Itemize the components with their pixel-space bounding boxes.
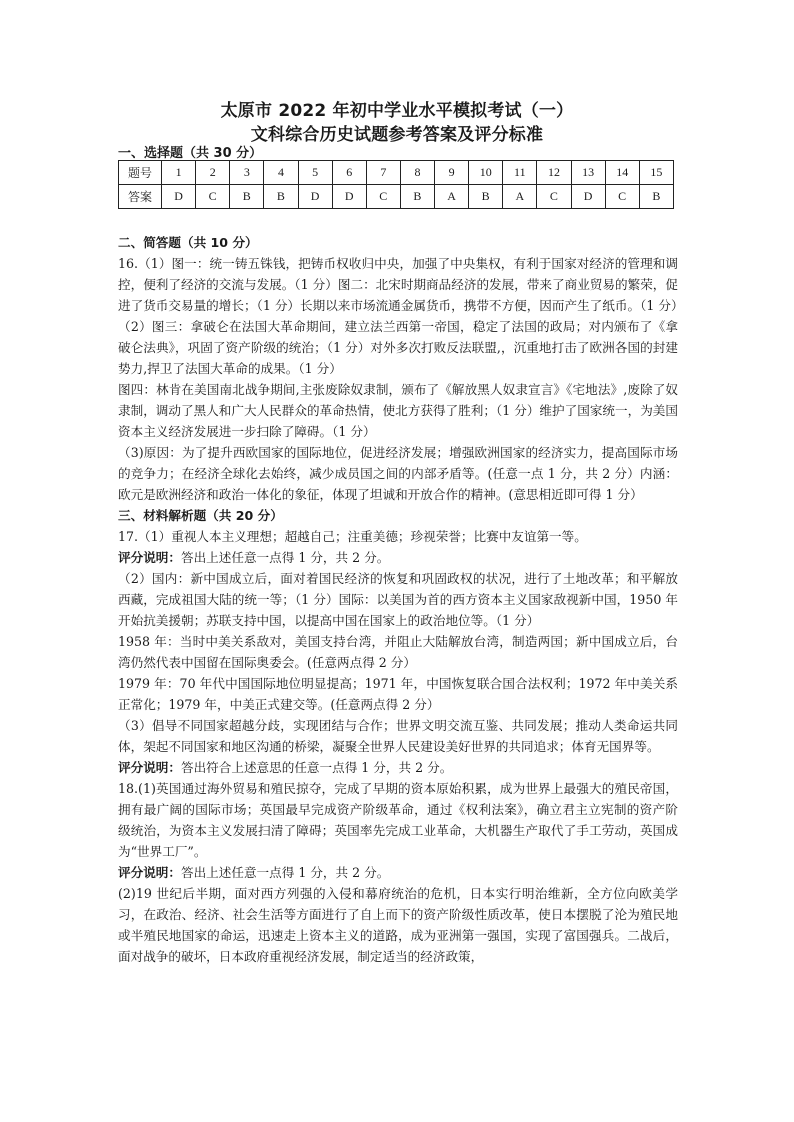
- answer-paragraph: （3)原因：为了提升西欧国家的国际地位，促进经济发展；增强欧洲国家的经济实力，提高国际市场的竞争力；在经济全球化去始终，减少成员国之间的内部矛盾等。(任意一点 1 分，共 2 分）内涵：欧元是欧洲经济和政治一体化的象征，体现了坦诚和开放合作的精神。(意思相近即可得 1 分）: [118, 445, 678, 502]
- answer-row: [119, 185, 674, 209]
- scoring-note: [118, 757, 678, 778]
- question-number-cell: 8: [400, 161, 434, 185]
- question-number-cell: 11: [503, 161, 537, 185]
- section-heading: 二、简答题（共 10 分）: [118, 235, 258, 250]
- scoring-note: [118, 862, 678, 883]
- answer-paragraph: （2）国内：新中国成立后，面对着国民经济的恢复和巩固政权的状况，进行了土地改革；和平解放西藏，完成祖国大陆的统一等；（1 分）国际：以美国为首的西方资本主义国家敌视新中国，1950 年开始抗美援朝；苏联支持中国，以提高中国在国家上的政治地位等。（1 分）: [118, 571, 678, 628]
- answer-paragraph: 18.(1)英国通过海外贸易和殖民掠夺，完成了早期的资本原始积累，成为世界上最强大的殖民帝国，拥有最广阔的国际市场；英国最早完成资产阶级革命，通过《权利法案》，确立君主立宪制的资产阶级统治，为资本主义发展扫清了障碍；英国率先完成工业革命，大机器生产取代了手工劳动，英国成为“世界工厂”。: [118, 781, 678, 859]
- question-number-cell: 1: [162, 161, 196, 185]
- question-number-cell: 15: [639, 161, 673, 185]
- question-number-cell: 13: [571, 161, 605, 185]
- answer-cell: C: [605, 185, 639, 209]
- question-number-cell: 3: [230, 161, 264, 185]
- answer-paragraph: （3）倡导不同国家超越分歧，实现团结与合作；世界文明交流互鉴、共同发展；推动人类命运共同体，架起不同国家和地区沟通的桥梁，凝聚全世界人民建设美好世界的共同追求；体育无国界等。: [118, 718, 678, 754]
- question-number-cell: 12: [537, 161, 571, 185]
- scoring-note-label: 评分说明：: [118, 760, 181, 775]
- question-number-cell: 6: [332, 161, 366, 185]
- answer-paragraph: 1979 年：70 年代中国国际地位明显提高；1971 年，中国恢复联合国合法权利；1972 年中美关系正常化；1979 年，中美正式建交等。(任意两点得 2 分）: [118, 676, 678, 712]
- answer-cell: A: [435, 185, 469, 209]
- question-number-cell: 14: [605, 161, 639, 185]
- answer-paragraph: 图四：林肯在美国南北战争期间,主张废除奴隶制，颁布了《解放黑人奴隶宣言》《宅地法》,废除了奴隶制，调动了黑人和广大人民群众的革命热情，使北方获得了胜利；（1 分）维护了国家统一，为美国资本主义经济发展进一步扫除了障碍。（1 分）: [118, 382, 678, 439]
- answer-cell: D: [332, 185, 366, 209]
- answer-paragraph: 17.（1）重视人本主义理想；超越自己；注重美德；珍视荣誉；比赛中友谊第一等。: [118, 529, 587, 544]
- question-number-cell: 10: [469, 161, 503, 185]
- scoring-note-text: 答出上述任意一点得 1 分，共 2 分。: [180, 550, 390, 565]
- question-number-cell: 4: [264, 161, 298, 185]
- scoring-note-text: 答出上述任意一点得 1 分，共 2 分。: [180, 865, 390, 880]
- answer-paragraph: 16.（1）图一：统一铸五铢钱，把铸币权收归中央，加强了中央集权，有利于国家对经济的管理和调控，便利了经济的交流与发展。（1 分）图二：北宋时期商品经济的发展，带来了商业贸易的繁荣，促进了货币交易量的增长；（1 分）长期以来市场流通金属货币，携带不方便，因而产生了纸币。（1 分）: [118, 256, 684, 313]
- answer-paragraph: (2)19 世纪后半期，面对西方列强的入侵和幕府统治的危机，日本实行明治维新，全方位向欧美学习，在政治、经济、社会生活等方面进行了自上而下的资产阶级性质改革，使日本摆脱了沦为殖民地或半殖民地国家的命运，迅速走上资本主义的道路，成为亚洲第一强国，实现了富国强兵。二战后，面对战争的破坏，日本政府重视经济发展，制定适当的经济政策，: [118, 886, 678, 964]
- answer-cell: A: [503, 185, 537, 209]
- answer-cell: B: [639, 185, 673, 209]
- answer-paragraph: 1958 年：当时中美关系敌对，美国支持台湾，并阻止大陆解放台湾，制造两国；新中国成立后，台湾仍然代表中国留在国际奥委会。(任意两点得 2 分）: [118, 634, 678, 670]
- answer-body: [118, 232, 684, 967]
- answer-cell: D: [162, 185, 196, 209]
- section-heading-choice: 一、选择题（共 30 分）: [118, 146, 263, 161]
- question-number-row: [119, 161, 674, 185]
- answer-cell: C: [537, 185, 571, 209]
- document-title: 太原市 2022 年初中学业水平模拟考试（一）: [220, 101, 574, 121]
- answer-cell: C: [366, 185, 400, 209]
- question-number-cell: 9: [435, 161, 469, 185]
- question-number-cell: 7: [366, 161, 400, 185]
- answer-paragraph: （2）图三：拿破仑在法国大革命期间，建立法兰西第一帝国，稳定了法国的政局；对内颁布了《拿破仑法典》，巩固了资产阶级的统治；（1 分）对外多次打败反法联盟,，沉重地打击了欧洲各国的封建势力,捍卫了法国大革命的成果。（1 分）: [118, 319, 678, 376]
- answer-table: [118, 160, 674, 209]
- answer-cell: C: [196, 185, 230, 209]
- scoring-note-text: 答出符合上述意思的任意一点得 1 分，共 2 分。: [180, 760, 453, 775]
- question-row-label: 题号: [119, 161, 162, 185]
- question-number-cell: 5: [298, 161, 332, 185]
- section-heading: 三、材料解析题（共 20 分）: [118, 508, 283, 523]
- document-subtitle: 文科综合历史试题参考答案及评分标准: [250, 125, 544, 145]
- answer-row-label: 答案: [119, 185, 162, 209]
- scoring-note: [118, 547, 678, 568]
- question-number-cell: 2: [196, 161, 230, 185]
- answer-cell: B: [400, 185, 434, 209]
- answer-cell: D: [571, 185, 605, 209]
- answer-cell: B: [230, 185, 264, 209]
- scoring-note-label: 评分说明：: [118, 550, 181, 565]
- scoring-note-label: 评分说明：: [118, 865, 181, 880]
- answer-cell: B: [469, 185, 503, 209]
- answer-cell: B: [264, 185, 298, 209]
- answer-cell: D: [298, 185, 332, 209]
